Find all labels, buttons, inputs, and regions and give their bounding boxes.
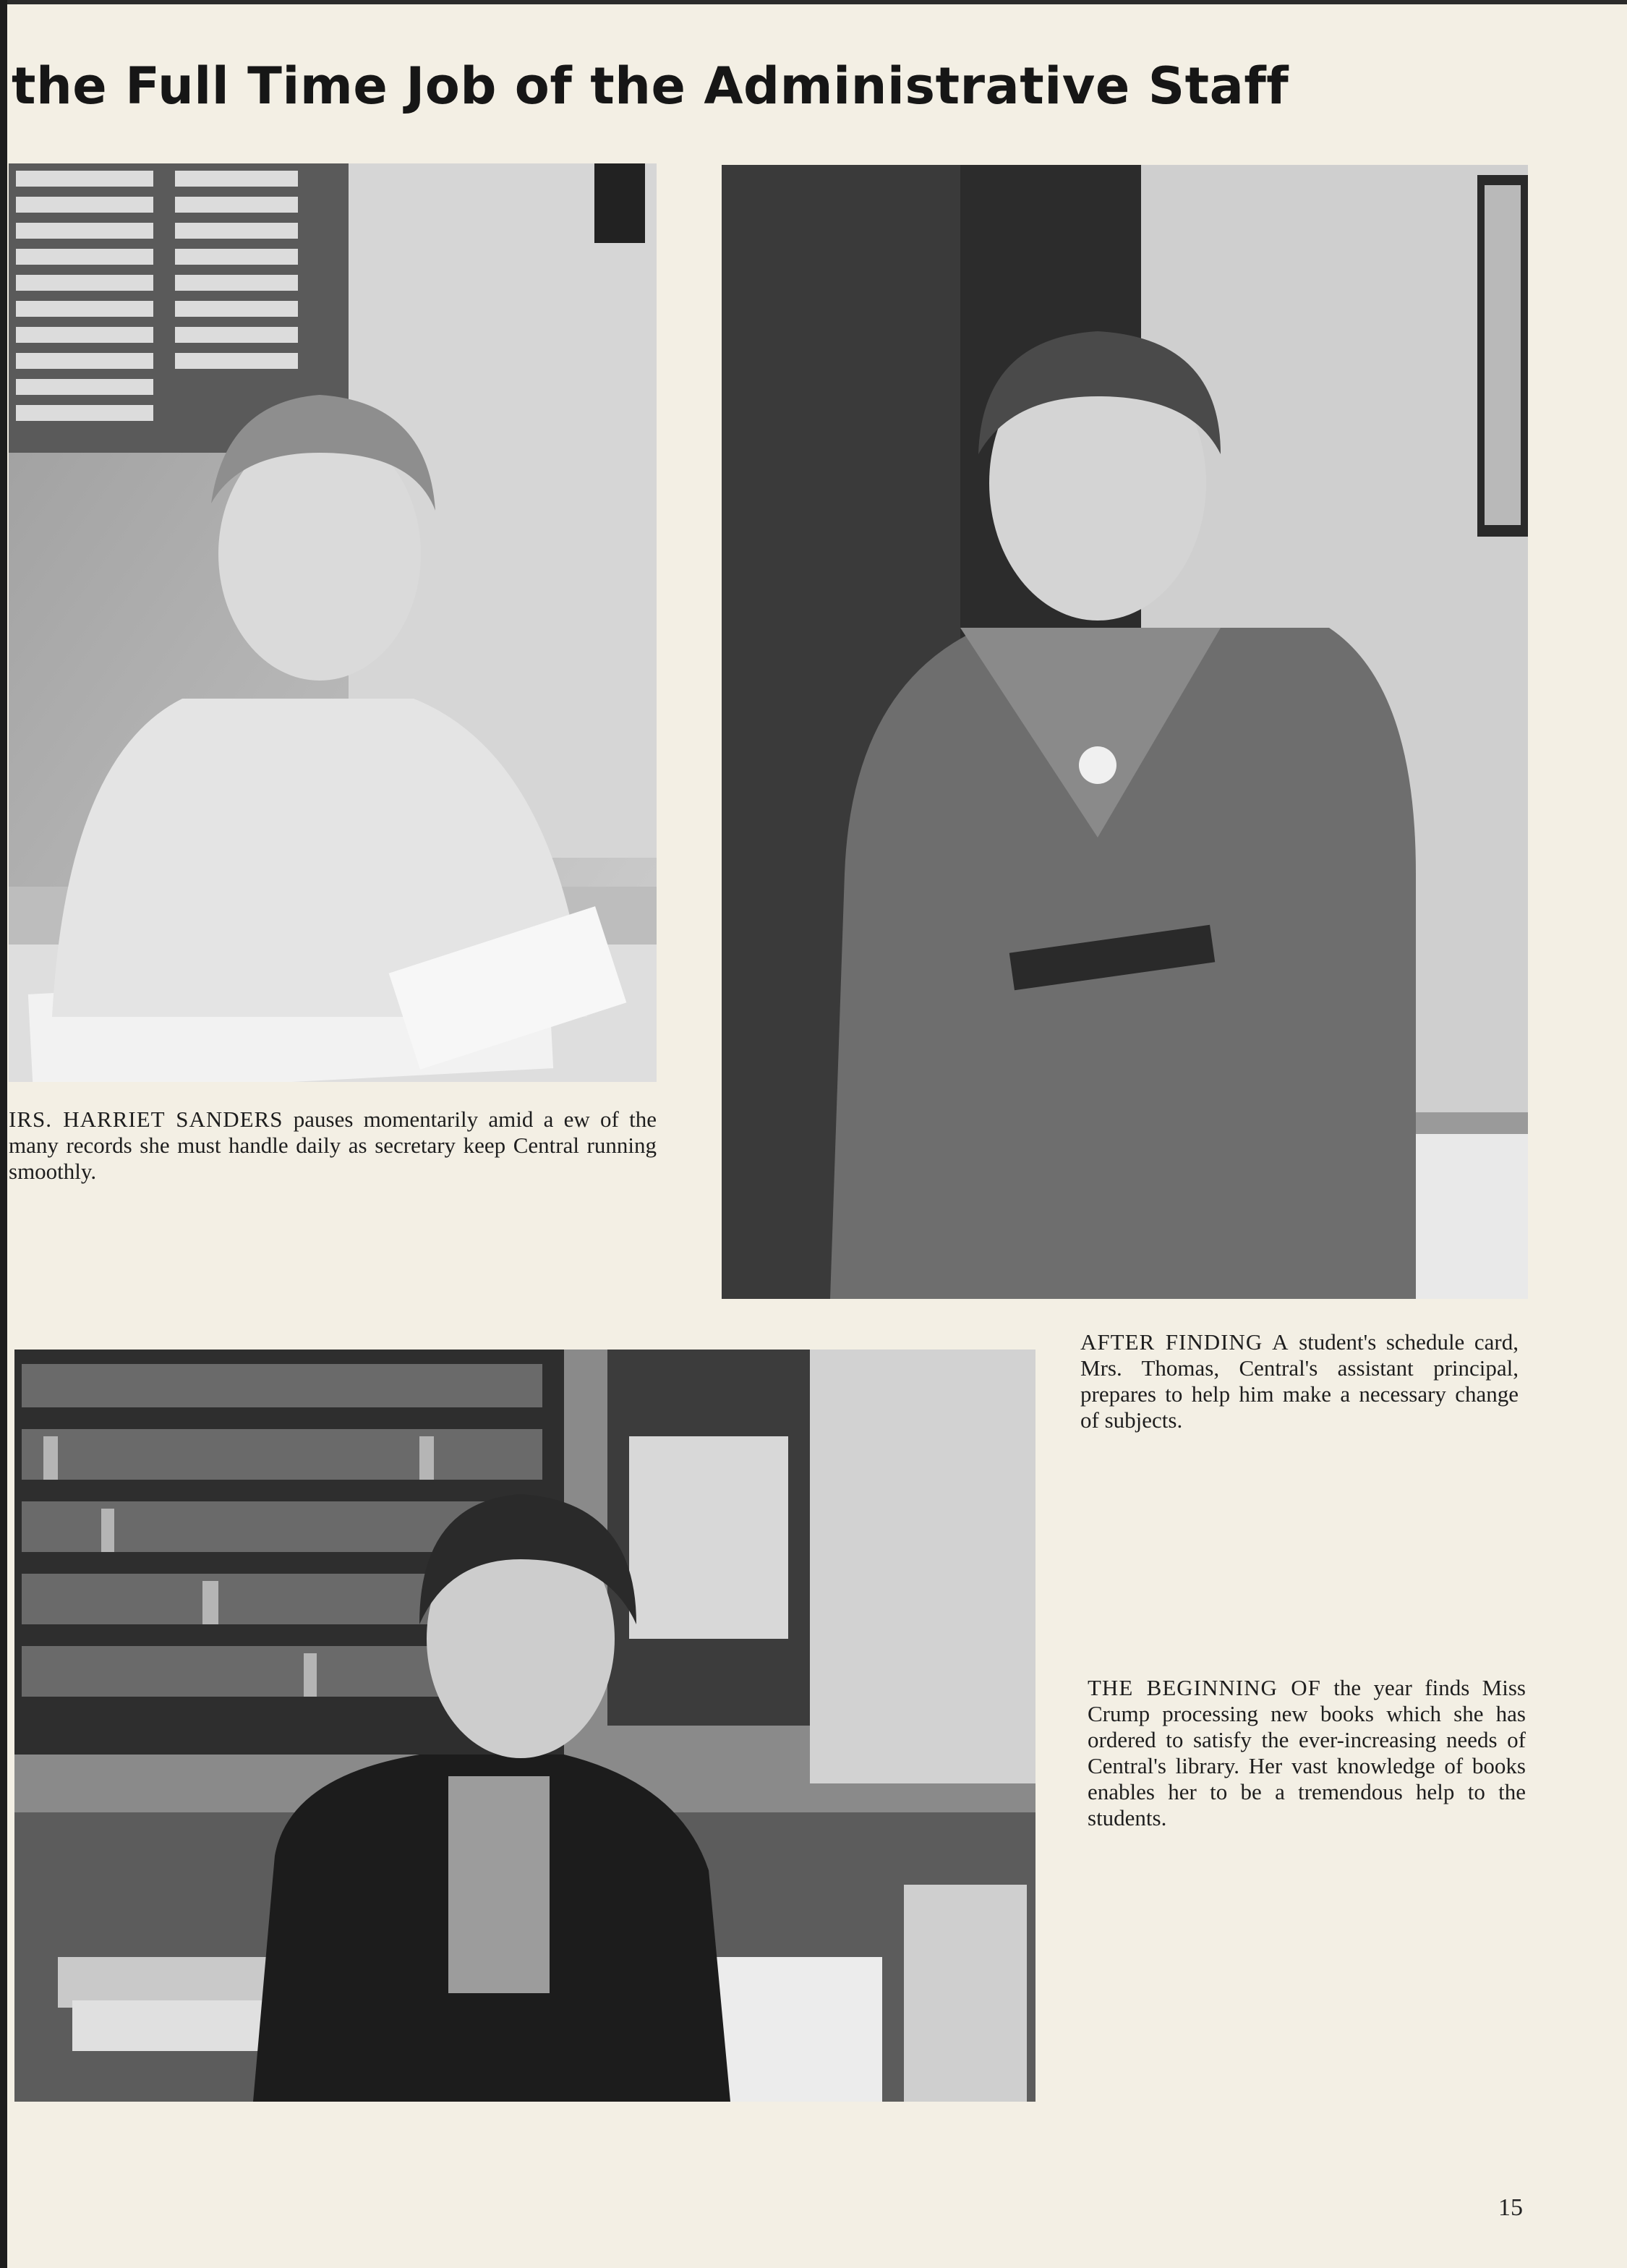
- photo-assistant-principal: [722, 165, 1528, 1299]
- caption-body: the year finds Miss Crump processing new books which she has ordered to satisfy the ever-increasing needs of Central's library. Her vast knowledge of books enables her to be a tremendous help to the students.: [1088, 1675, 1526, 1830]
- photo-librarian: [14, 1350, 1035, 2102]
- page-title: the Full Time Job of the Administrative Staff: [12, 56, 1289, 116]
- caption-librarian: [1088, 1675, 1526, 1831]
- binding-edge: [0, 0, 7, 2268]
- caption-body: student's schedule card, Mrs. Thomas, Central's assistant principal, prepares to help him make a necessary change of subjects.: [1080, 1329, 1519, 1433]
- caption-lead: IRS. HARRIET SANDERS: [9, 1107, 283, 1132]
- caption-assistant-principal: [1080, 1329, 1519, 1433]
- photo-secretary-at-desk: [9, 163, 657, 1082]
- caption-secretary: [9, 1107, 657, 1185]
- page-number: 15: [1498, 2194, 1523, 2221]
- top-edge-shadow: [0, 0, 1627, 4]
- caption-lead: THE BEGINNING OF: [1088, 1675, 1321, 1700]
- caption-body: pauses momentarily amid a ew of the many records she must handle daily as secretary keep Central running smoothly.: [9, 1107, 657, 1184]
- caption-lead: AFTER FINDING A: [1080, 1329, 1289, 1355]
